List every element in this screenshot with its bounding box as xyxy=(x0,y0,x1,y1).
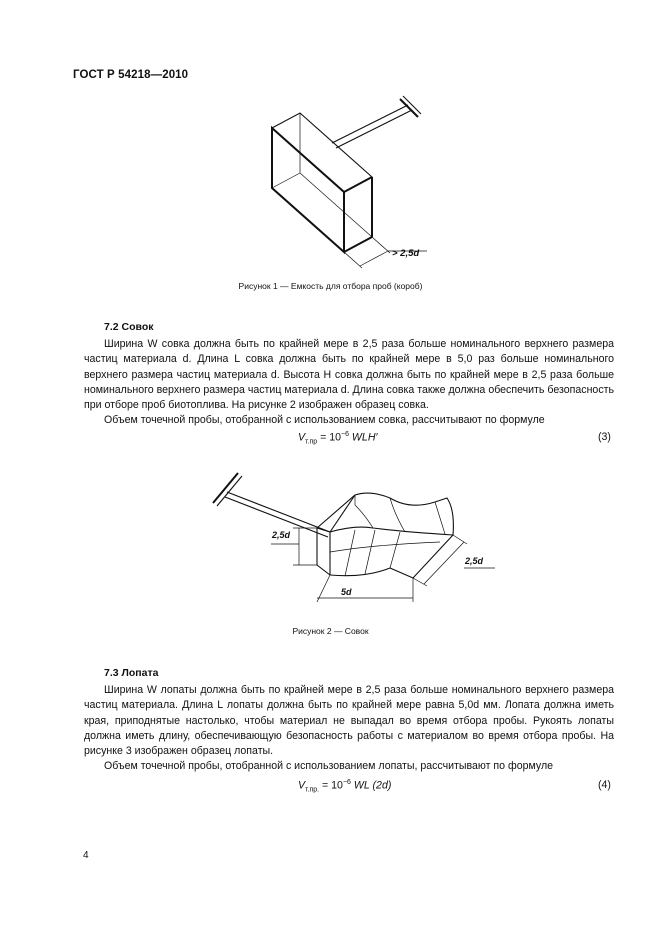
figure1-dimension-label: > 2,5d xyxy=(392,248,420,259)
formula-3-lhs: V xyxy=(298,431,306,444)
equation-number-4: (4) xyxy=(598,779,611,791)
formula-4-rhs: WL (2d) xyxy=(350,779,392,792)
scoop-body xyxy=(317,493,453,578)
figure2-caption: Рисунок 2 — Совок xyxy=(292,626,369,636)
formula-3-rhs: WLH′ xyxy=(348,431,378,444)
section-7-3-paragraph-1: Ширина W лопаты должна быть по крайней мере в 2,5 раза больше номинального верхнего размера частиц материала. Длина L лопаты должна быть по крайней мере равна 5,0d мм. Лопата должна иметь края, приподнятые настолько, чтобы материал не выпадал во время отбора пробы. Рукоять лопаты должна иметь длину, обеспечивающую безопасность работы с материалом во время отбора пробы. На рисунке 3 изображен образец лопаты. xyxy=(84,684,614,758)
page-number: 4 xyxy=(83,850,89,861)
formula-4-subscript: т.пр. xyxy=(305,786,320,794)
formula-4-equals: = 10 xyxy=(319,779,343,792)
figure1-box-drawing xyxy=(262,95,462,270)
scoop-handle xyxy=(213,473,330,537)
box-body xyxy=(272,113,372,252)
scoop-dimensions xyxy=(271,528,495,602)
section-7-3-text xyxy=(84,683,614,775)
formula-4-exponent: −6 xyxy=(342,779,351,786)
formula-3-exponent: −6 xyxy=(341,431,349,438)
box-handle xyxy=(332,96,421,148)
formula-3-equals: = 10 xyxy=(317,431,341,444)
figure2-length-label: 5d xyxy=(341,587,352,597)
document-header: ГОСТ Р 54218—2010 xyxy=(73,69,189,81)
section-7-2-paragraph-1: Ширина W совка должна быть по крайней мере в 2,5 раза больше номинального верхнего размера частиц материала d. Длина L совка должна быть по крайней мере в 5,0 раз больше номинального верхнего размера частиц материала d. Высота H совка должна быть по крайней мере в 2,5 раза больше номинального верхнего размера частиц материала d. Длина совка также должна обеспечить безопасность при отборе проб биотоплива. На рисунке 2 изображен образец совка. xyxy=(84,338,614,412)
formula-3 xyxy=(298,431,377,446)
figure2-height-label: 2,5d xyxy=(272,530,291,540)
formula-3-subscript: т.пр xyxy=(305,438,318,446)
figure1-caption: Рисунок 1 — Емкость для отбора проб (короб) xyxy=(238,281,423,291)
section-7-3-paragraph-2: Объем точечной пробы, отобранной с использованием лопаты, рассчитывают по формуле xyxy=(104,760,554,773)
equation-number-3: (3) xyxy=(598,431,611,443)
section-7-2-title: 7.2 Совок xyxy=(104,321,154,333)
formula-4 xyxy=(298,779,391,794)
section-7-2-paragraph-2: Объем точечной пробы, отобранной с использованием совка, рассчитывают по формуле xyxy=(104,414,545,427)
formula-4-lhs: V xyxy=(298,779,306,792)
section-7-2-text xyxy=(84,337,614,429)
section-7-3-title: 7.3 Лопата xyxy=(104,667,159,679)
figure2-scoop-drawing xyxy=(205,470,505,620)
figure2-width-label: 2,5d xyxy=(465,556,484,566)
